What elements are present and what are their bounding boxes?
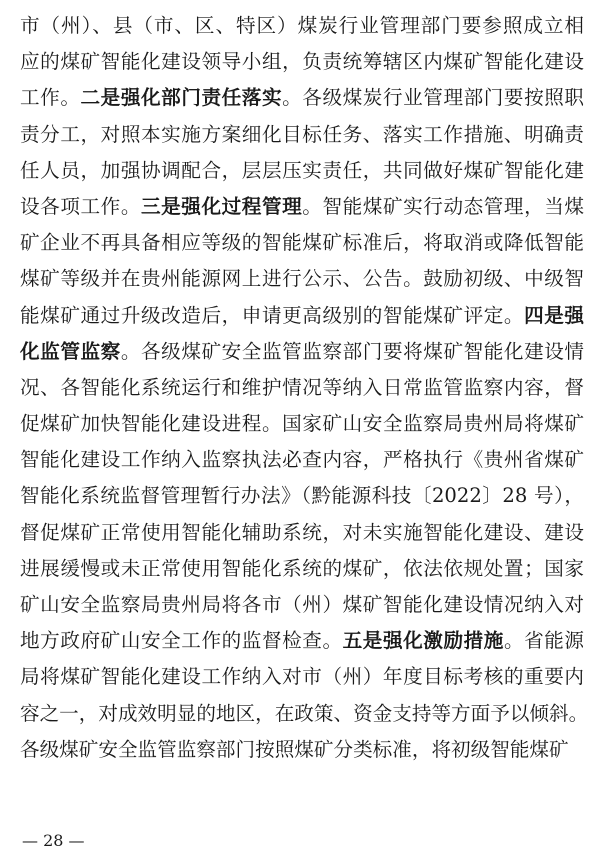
bold-heading-text: 二是强化部门责任落实	[80, 86, 283, 110]
text-line	[20, 696, 589, 732]
text-line	[20, 298, 584, 334]
text-line	[20, 587, 584, 623]
paragraph-text: 应的煤矿智能化建设领导小组，负责统筹辖区内煤矿智能化建设	[20, 50, 584, 74]
text-line	[20, 623, 584, 659]
bold-heading-text: 三是强化过程管理	[140, 194, 303, 218]
paragraph-text: 矿企业不再具备相应等级的智能煤矿标准后，将取消或降低智能	[20, 231, 584, 255]
text-line	[20, 8, 584, 44]
paragraph-text: 局将煤矿智能化建设工作纳入对市（州）年度目标考核的重要内	[20, 665, 584, 689]
text-line	[20, 117, 584, 153]
paragraph-text: 市（州）、县（市、区、特区）煤炭行业管理部门要参照成立相	[20, 14, 584, 37]
text-line	[20, 551, 584, 587]
text-line	[20, 44, 584, 80]
paragraph-text: 智能化建设工作纳入监察执法必查内容，严格执行《贵州省煤矿	[20, 448, 584, 472]
paragraph-text: 况、各智能化系统运行和维护情况等纳入日常监管监察内容，督	[20, 375, 584, 399]
paragraph-text: 督促煤矿正常使用智能化辅助系统，对未实施智能化建设、建设	[20, 520, 584, 544]
text-line	[20, 334, 584, 370]
paragraph-text: 工作。	[20, 86, 81, 110]
body-text	[20, 8, 589, 768]
paragraph-text: 煤矿等级并在贵州能源网上进行公示、公告。鼓励初级、中级智	[20, 267, 584, 291]
text-line	[20, 370, 584, 406]
paragraph-text: 任人员，加强协调配合，层层压实责任，共同做好煤矿智能化建	[20, 158, 584, 182]
text-line	[20, 515, 584, 551]
text-line	[20, 659, 584, 695]
paragraph-text: 地方政府矿山安全工作的监督检查。	[20, 629, 343, 653]
paragraph-text: 智能化系统监督管理暂行办法》（黔能源科技〔2022〕28 号），	[20, 484, 584, 508]
paragraph-text: 责分工，对照本实施方案细化目标任务、落实工作措施、明确责	[20, 122, 584, 146]
paragraph-text: 容之一，对成效明显的地区，在政策、资金支持等方面予以倾斜。	[20, 701, 589, 725]
paragraph-text: 各级煤矿安全监管监察部门按照煤矿分类标准，将初级智能煤矿	[20, 737, 569, 761]
text-line	[20, 478, 584, 514]
text-line	[20, 225, 584, 261]
text-line	[20, 406, 584, 442]
paragraph-text: 能煤矿通过升级改造后，申请更高级别的智能煤矿评定。	[20, 303, 525, 327]
paragraph-text: 。智能煤矿实行动态管理，当煤	[302, 194, 585, 218]
bold-heading-text: 四是强	[524, 303, 585, 327]
paragraph-text: 矿山安全监察局贵州局将各市（州）煤矿智能化建设情况纳入对	[20, 593, 584, 616]
page-number: — 28 —	[22, 831, 85, 850]
paragraph-text: 设各项工作。	[20, 194, 141, 218]
bold-heading-text: 五是强化激励措施	[342, 629, 504, 653]
text-line	[20, 80, 584, 116]
paragraph-text: 进展缓慢或未正常使用智能化系统的煤矿，依法依规处置；国家	[20, 556, 584, 580]
text-line	[20, 261, 584, 297]
paragraph-text: 促煤矿加快智能化建设进程。国家矿山安全监察局贵州局将煤矿	[20, 412, 584, 436]
bold-heading-text: 化监管监察	[20, 339, 121, 363]
paragraph-text: 。各级煤炭行业管理部门要按照职	[282, 86, 585, 110]
text-line	[20, 442, 584, 478]
paragraph-text: 。省能源	[503, 629, 585, 653]
text-line	[20, 189, 584, 225]
text-line	[20, 732, 584, 768]
paragraph-text: 。各级煤矿安全监管监察部门要将煤矿智能化建设情	[120, 339, 585, 363]
text-line	[20, 153, 584, 189]
